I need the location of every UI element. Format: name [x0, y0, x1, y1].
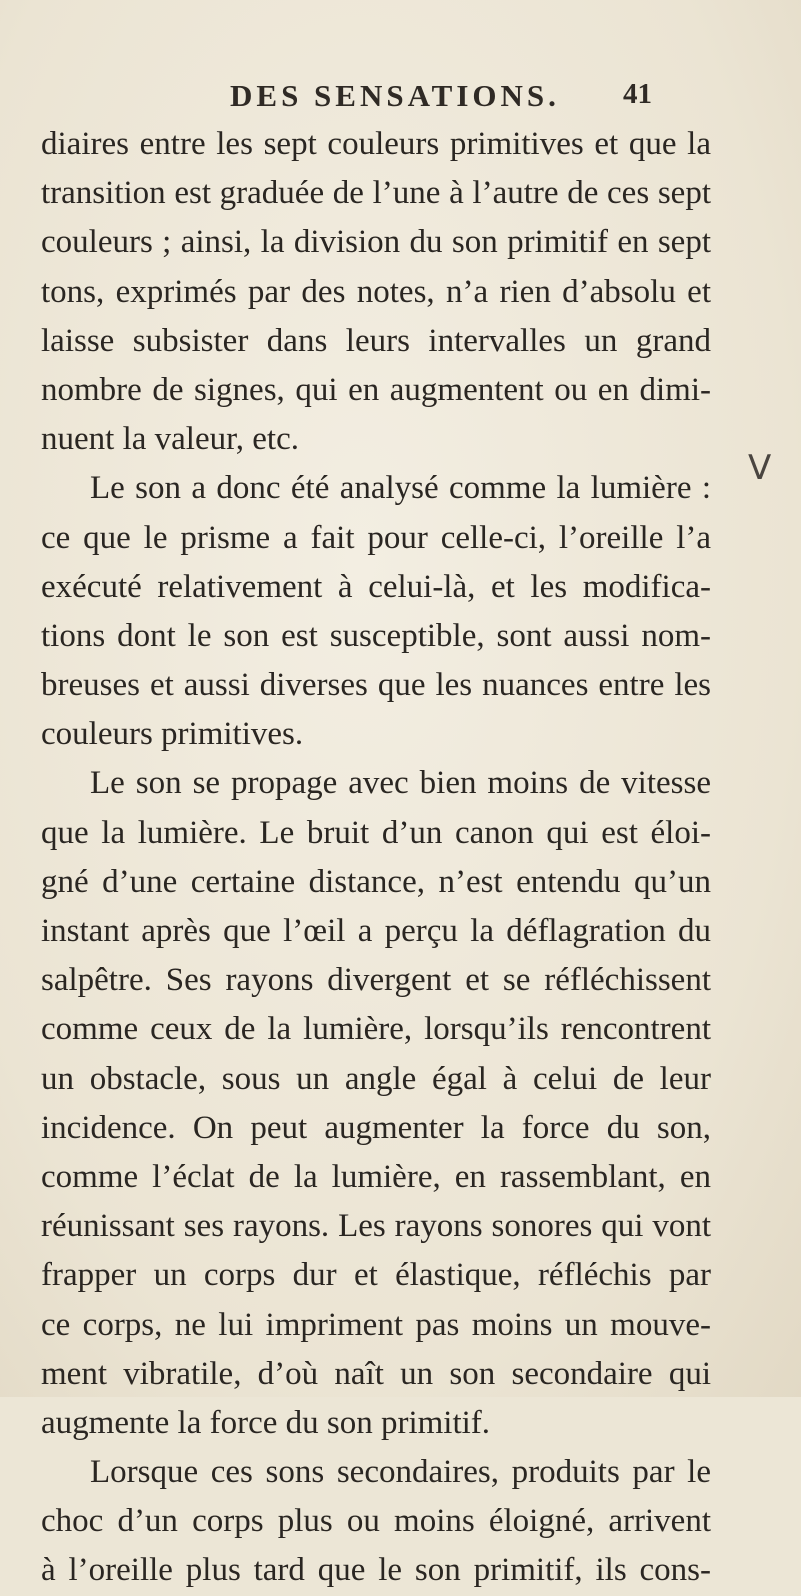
text-line: couleurs primitives.: [41, 716, 304, 753]
text-line: que la lumière. Le bruit d’un canon qui est éloi-: [41, 814, 711, 851]
text-line: nombre de signes, qui en augmentent ou en dimi-: [41, 371, 711, 408]
text-line: choc d’un corps plus ou moins éloigné, arrivent: [41, 1503, 711, 1540]
text-line: ce que le prisme a fait pour celle-ci, l’oreille l’a: [41, 519, 711, 556]
text-line: à l’oreille plus tard que le son primitif, ils cons-: [41, 1552, 711, 1589]
page-number: 41: [623, 78, 652, 110]
text-line: couleurs ; ainsi, la division du son primitif en sept: [41, 224, 711, 261]
text-line: frapper un corps dur et élastique, réfléchis par: [41, 1257, 711, 1294]
text-line: tions dont le son est susceptible, sont aussi nom-: [41, 617, 711, 654]
text-line: incidence. On peut augmenter la force du son,: [41, 1109, 711, 1146]
text-line: un obstacle, sous un angle égal à celui de leur: [41, 1060, 711, 1097]
margin-note: V: [748, 448, 772, 488]
text-line: laisse subsister dans leurs intervalles un grand: [41, 322, 711, 359]
text-line: ce corps, ne lui impriment pas moins un mouve-: [41, 1306, 711, 1343]
text-line: exécuté relativement à celui-là, et les modifica-: [41, 568, 711, 605]
text-line: ment vibratile, d’où naît un son secondaire qui: [41, 1355, 711, 1392]
body-text: [41, 120, 711, 1596]
text-line: comme ceux de la lumière, lorsqu’ils rencontrent: [41, 1011, 711, 1048]
text-line: gné d’une certaine distance, n’est entendu qu’un: [41, 863, 711, 900]
text-line: salpêtre. Ses rayons divergent et se réfléchissent: [41, 962, 711, 999]
text-line: réunissant ses rayons. Les rayons sonores qui vont: [41, 1208, 711, 1245]
text-line: augmente la force du son primitif.: [41, 1404, 491, 1441]
text-line: nuent la valeur, etc.: [41, 421, 299, 458]
running-title: DES SENSATIONS.: [230, 78, 560, 113]
text-line: transition est graduée de l’une à l’autre de ces sept: [41, 175, 711, 212]
text-line: breuses et aussi diverses que les nuances entre les: [41, 667, 711, 704]
text-line: diaires entre les sept couleurs primitives et que la: [41, 126, 711, 162]
text-line: tons, exprimés par des notes, n’a rien d’absolu et: [41, 273, 711, 310]
text-line: comme l’éclat de la lumière, en rassemblant, en: [41, 1158, 711, 1195]
text-line: instant après que l’œil a perçu la déflagration du: [41, 913, 711, 949]
paragraph-start-line: Le son a donc été analysé comme la lumière :: [90, 470, 711, 507]
paragraph-start-line: Le son se propage avec bien moins de vitesse: [90, 765, 711, 802]
paragraph-start-line: Lorsque ces sons secondaires, produits par le: [90, 1454, 711, 1491]
